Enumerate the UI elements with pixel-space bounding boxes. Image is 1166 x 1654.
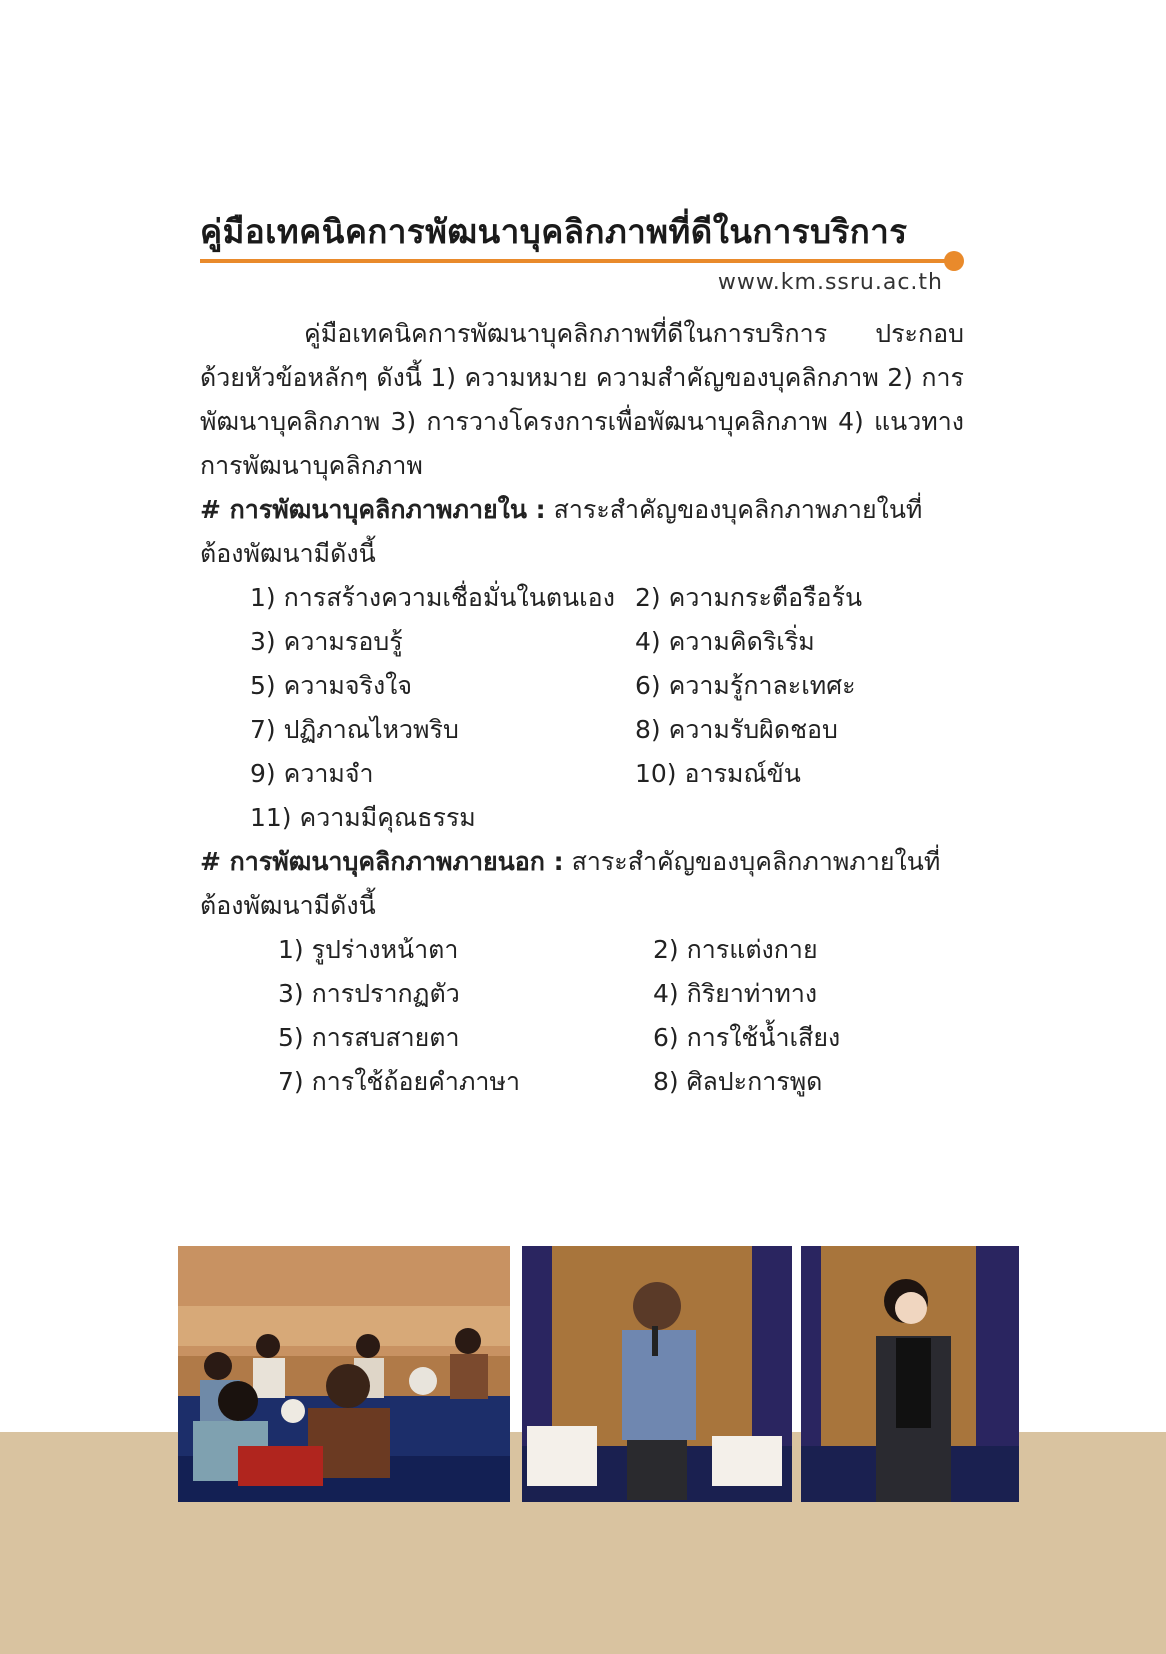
list-item: 8) ศิลปะการพูด <box>653 1067 823 1096</box>
list-item: 10) อารมณ์ขัน <box>635 759 801 788</box>
list-item: 9) ความจำ <box>250 759 374 788</box>
list-item: 2) ความกระตือรือร้น <box>635 583 863 612</box>
list-item: 5) การสบสายตา <box>278 1023 460 1052</box>
list-item: 2) การแต่งกาย <box>653 935 818 964</box>
section-external <box>200 840 964 928</box>
intro-paragraph: คู่มือเทคนิคการพัฒนาบุคลิกภาพที่ดีในการบริการ ประกอบด้วยหัวข้อหลักๆ ดังนี้ 1) ความหมาย ความสำคัญของบุคลิกภาพ 2) การพัฒนาบุคลิกภาพ 3) การวางโครงการเพื่อพัฒนาบุคลิกภาพ 4) แนวทางการพัฒนาบุคลิกภาพ <box>200 319 964 480</box>
list-item: 11) ความมีคุณธรรม <box>250 803 476 832</box>
photo-female-speaker <box>801 1246 1019 1502</box>
list-item: 3) การปรากฏตัว <box>278 979 460 1008</box>
photo-male-speaker <box>522 1246 792 1502</box>
section-external-text: สาระสำคัญของบุคลิกภาพภายในที่ต้องพัฒนามีดังนี้ <box>200 847 941 920</box>
document-body <box>200 312 964 1104</box>
section-internal-text: สาระสำคัญของบุคลิกภาพภายในที่ต้องพัฒนามีดังนี้ <box>200 495 923 568</box>
section-internal <box>200 488 964 576</box>
list-item: 6) การใช้น้ำเสียง <box>653 1023 841 1052</box>
list-item: 4) กิริยาท่าทาง <box>653 979 818 1008</box>
list-item: 6) ความรู้กาละเทศะ <box>635 671 856 700</box>
accent-dot <box>944 251 964 271</box>
list-item: 3) ความรอบรู้ <box>250 627 403 656</box>
list-item: 1) การสร้างความเชื่อมั่นในตนเอง <box>250 583 615 612</box>
list-item: 4) ความคิดริเริ่ม <box>635 627 815 656</box>
website-url[interactable]: www.km.ssru.ac.th <box>717 270 943 295</box>
section-internal-heading: # การพัฒนาบุคลิกภาพภายใน : <box>200 495 546 524</box>
list-item: 8) ความรับผิดชอบ <box>635 715 838 744</box>
photo-audience <box>178 1246 510 1502</box>
list-item: 5) ความจริงใจ <box>250 671 413 700</box>
title-underline <box>200 259 952 263</box>
section-external-heading: # การพัฒนาบุคลิกภาพภายนอก : <box>200 847 564 876</box>
list-item: 1) รูปร่างหน้าตา <box>278 935 459 964</box>
list-item: 7) ปฏิภาณไหวพริบ <box>250 715 459 744</box>
internal-list <box>250 576 964 840</box>
page-title: คู่มือเทคนิคการพัฒนาบุคลิกภาพที่ดีในการบริการ <box>200 212 908 251</box>
list-item: 7) การใช้ถ้อยคำภาษา <box>278 1067 520 1096</box>
external-list <box>278 928 964 1104</box>
